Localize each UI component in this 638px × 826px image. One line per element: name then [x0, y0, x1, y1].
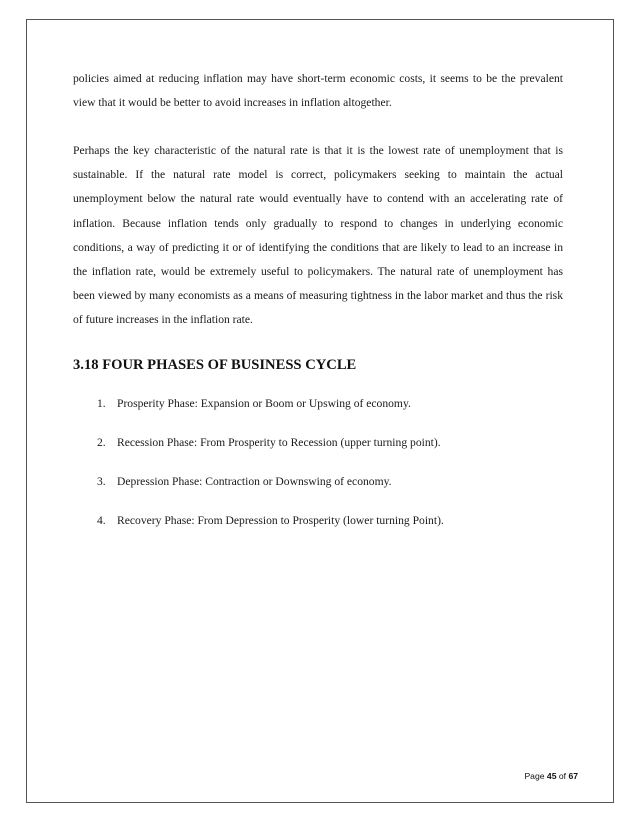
section-heading: 3.18 FOUR PHASES OF BUSINESS CYCLE — [73, 356, 357, 373]
page-content — [73, 67, 563, 549]
page-footer — [524, 771, 578, 781]
phase-list — [73, 393, 563, 549]
current-page-number: 45 — [546, 771, 557, 781]
list-item — [97, 471, 563, 510]
list-item-number: 3. — [97, 474, 106, 488]
paragraph-1: policies aimed at reducing inflation may have short-term economic costs, it seems to be the prevalent view that it would be better to avoid increases in inflation altogether. — [73, 72, 563, 110]
total-pages-number: 67 — [568, 771, 578, 781]
list-item-text: Depression Phase: Contraction or Downswing of economy. — [117, 474, 392, 488]
list-item-number: 2. — [97, 435, 106, 449]
list-item-text: Prosperity Phase: Expansion or Boom or Upswing of economy. — [117, 396, 411, 410]
of-label: of — [558, 771, 567, 781]
list-item — [97, 432, 563, 471]
list-item — [97, 393, 563, 432]
list-item-text: Recession Phase: From Prosperity to Recession (upper turning point). — [117, 435, 441, 449]
list-item-number: 1. — [97, 396, 106, 410]
list-item-number: 4. — [97, 513, 106, 527]
paragraph-2: Perhaps the key characteristic of the natural rate is that it is the lowest rate of unemployment that is sustainable. If the natural rate model is correct, policymakers seeking to maintain the actual unemployment below the natural rate would eventually have to contend with an accelerating rate of inflation. Because inflation tends only gradually to respond to changes in underlying economic conditions, a way of predicting it or of identifying the conditions that are likely to lead to an increase in the inflation rate, would be extremely useful to policymakers. The natural rate of unemployment has been viewed by many economists as a means of measuring tightness in the labor market and thus the risk of future increases in the inflation rate. — [73, 144, 563, 327]
list-item-text: Recovery Phase: From Depression to Prosperity (lower turning Point). — [117, 513, 444, 527]
list-item — [97, 510, 563, 549]
page-label: Page — [524, 771, 545, 781]
